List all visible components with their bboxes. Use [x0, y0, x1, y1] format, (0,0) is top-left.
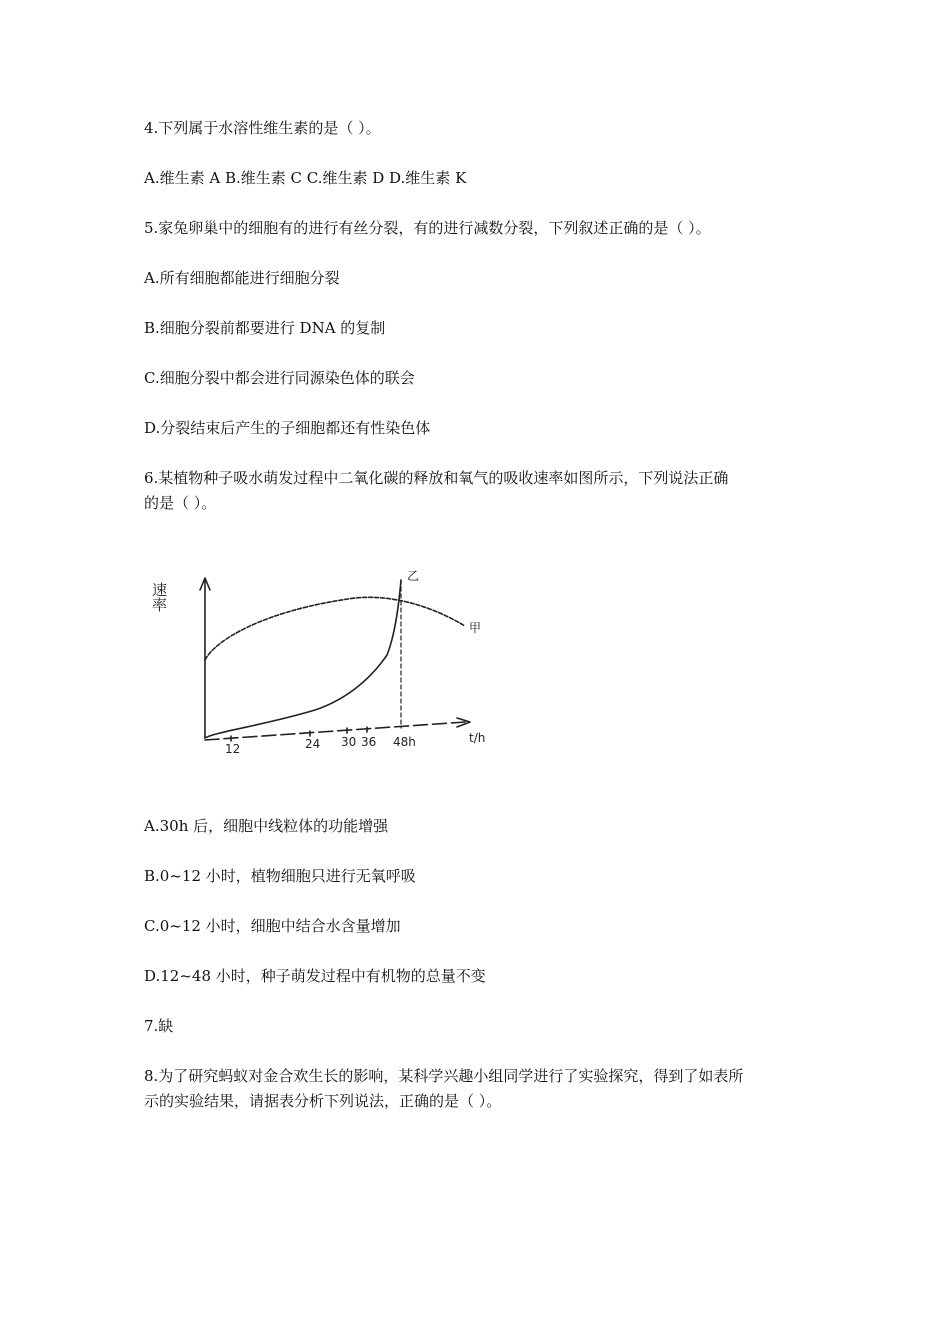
curve-top: [205, 597, 465, 660]
q7-stem: 7.缺: [144, 1017, 174, 1035]
q5-option-c: C.细胞分裂中都会进行同源染色体的联会: [144, 369, 415, 387]
q6-stem-line2: 的是（ ）。: [144, 494, 217, 512]
curve-top-label: 甲: [469, 621, 482, 635]
q5-option-d: D.分裂结束后产生的子细胞都还有性染色体: [144, 419, 431, 437]
q5-option-a: A.所有细胞都能进行细胞分裂: [144, 269, 340, 287]
q5-option-b: B.细胞分裂前都要进行 DNA 的复制: [144, 319, 386, 337]
tick-label-30: 30: [341, 735, 357, 749]
q4-stem: 4.下列属于水溶性维生素的是（ ）。: [144, 119, 381, 137]
tick-label-36: 36: [361, 735, 377, 749]
tick-label-12: 12: [225, 742, 241, 756]
q8-stem-line1: 8.为了研究蚂蚁对金合欢生长的影响，某科学兴趣小组同学进行了实验探究，得到了如表所: [144, 1067, 744, 1085]
q6-option-c: C.0~12 小时，细胞中结合水含量增加: [144, 917, 401, 935]
q6-stem-line1: 6.某植物种子吸水萌发过程中二氧化碳的释放和氧气的吸收速率如图所示，下列说法正确: [144, 469, 729, 487]
x-label: t/h: [469, 731, 486, 745]
q6-option-b: B.0~12 小时，植物细胞只进行无氧呼吸: [144, 867, 416, 885]
x-axis: [205, 722, 465, 740]
q4-options: A.维生素 A B.维生素 C C.维生素 D D.维生素 K: [144, 169, 467, 187]
q8-stem-line2: 示的实验结果，请据表分析下列说法，正确的是（ ）。: [144, 1092, 502, 1110]
q6-rate-figure-svg: [150, 560, 500, 756]
curve-bottom-label: 乙: [407, 569, 420, 583]
y-label: 速率: [150, 582, 168, 612]
q6-option-a: A.30h 后，细胞中线粒体的功能增强: [144, 817, 389, 835]
curve-bottom: [205, 580, 401, 738]
q6-rate-figure: [150, 560, 500, 756]
tick-label-24: 24: [305, 737, 321, 751]
tick-label-48h: 48h: [393, 735, 416, 749]
q6-option-d: D.12~48 小时，种子萌发过程中有机物的总量不变: [144, 967, 486, 985]
q5-stem: 5.家兔卵巢中的细胞有的进行有丝分裂，有的进行减数分裂，下列叙述正确的是（ ）。: [144, 219, 711, 237]
